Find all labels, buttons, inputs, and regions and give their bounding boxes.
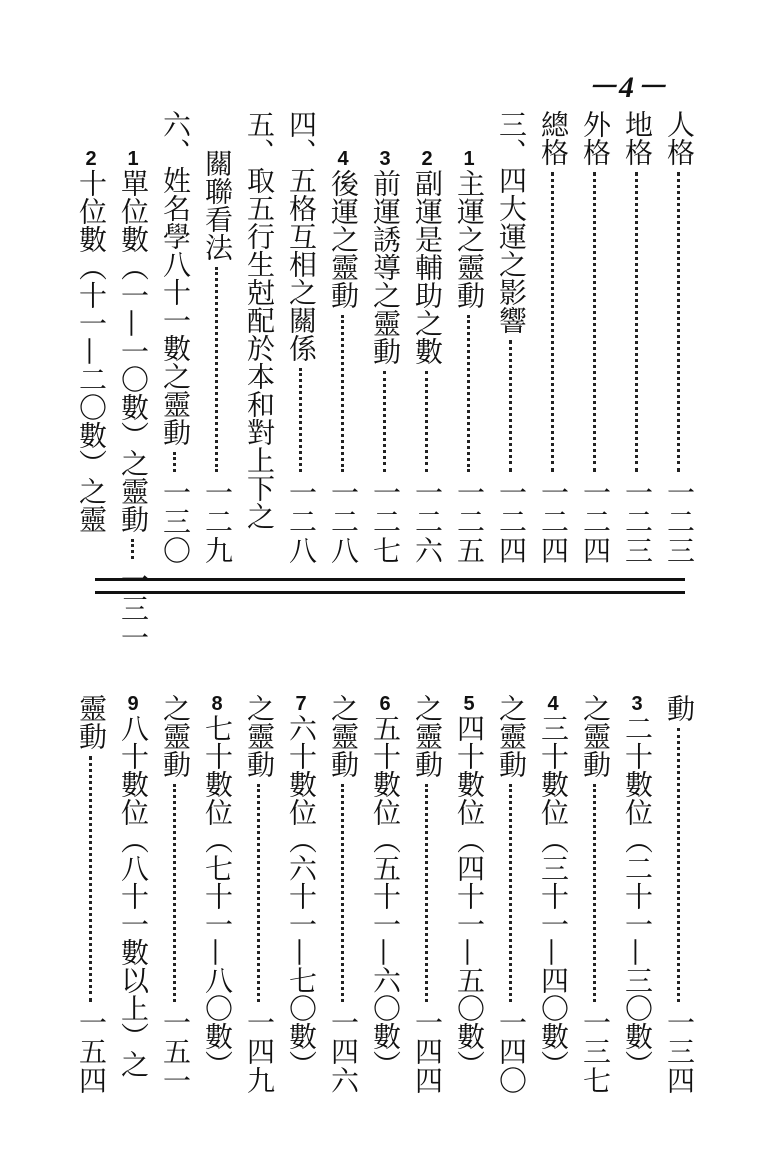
toc-entry-prefix: 2 [421, 149, 433, 170]
toc-entry-title: 外格 [579, 110, 612, 166]
toc-entry-prefix: 1 [463, 149, 475, 170]
toc-entry-prefix: 7 [295, 694, 307, 715]
dot-leader [131, 539, 134, 559]
toc-entry[interactable] [112, 655, 154, 1095]
toc-entry-page: 一四九 [243, 1008, 276, 1095]
toc-entry-title: 四大運之影響 [495, 166, 528, 334]
toc-entry-prefix: 4 [337, 149, 349, 170]
toc-entry[interactable] [490, 110, 532, 565]
dot-leader [383, 371, 386, 472]
toc-entry-title: 單位數（一—一〇數）之靈動 [117, 169, 150, 534]
dot-leader [509, 784, 512, 1002]
toc-entry-page: 一四四 [411, 1008, 444, 1095]
toc-entry-page: 一二七 [369, 478, 402, 565]
toc-entry-page: 一二三 [621, 478, 654, 565]
toc-entry-page: 一三七 [579, 1008, 612, 1095]
toc-entry[interactable] [532, 110, 574, 565]
dot-leader [257, 784, 260, 1002]
toc-entry-page: 一二六 [411, 478, 444, 565]
toc-entry-title: 關聯看法 [201, 149, 234, 262]
double-rule-divider [95, 578, 685, 594]
toc-entry-page: 一二四 [579, 478, 612, 565]
toc-entry[interactable] [448, 110, 490, 565]
toc-entry-title: 五十數位（五十一—六〇數） [369, 714, 402, 1079]
toc-entry-prefix: 五、 [243, 110, 276, 166]
dot-leader [173, 784, 176, 1002]
toc-entry-title: 姓名學八十一數之靈動 [159, 166, 192, 446]
toc-entry-title: 地格 [621, 110, 654, 166]
toc-entry-title: 副運是輔助之數 [411, 169, 444, 366]
toc-entry-title: 七十數位（七十一—八〇數） [201, 714, 234, 1079]
toc-entry-prefix: 四、 [285, 110, 318, 166]
toc-entry[interactable] [70, 655, 112, 1095]
toc-entry-page: 一二八 [327, 478, 360, 565]
toc-entry-prefix: 9 [127, 694, 139, 715]
toc-entry-page: 一二三 [663, 478, 696, 565]
toc-entry-page: 一二四 [537, 478, 570, 565]
toc-entry[interactable] [280, 110, 322, 565]
toc-entry[interactable] [364, 110, 406, 565]
toc-entry[interactable] [574, 655, 616, 1095]
toc-entry-title: 後運之靈動 [327, 169, 360, 310]
toc-entry-title: 三十數位（三十一—四〇數） [537, 714, 570, 1079]
toc-entry-page: 一五一 [159, 1008, 192, 1095]
dot-leader [677, 728, 680, 1002]
toc-entry[interactable] [448, 655, 490, 1095]
dot-leader [173, 452, 176, 472]
dot-leader [467, 315, 470, 472]
dot-leader [341, 784, 344, 1002]
toc-entry-page: 一二九 [201, 478, 234, 565]
toc-entry[interactable] [196, 655, 238, 1095]
toc-entry-title: 主運之靈動 [453, 169, 486, 310]
toc-entry-page: 一二四 [495, 478, 528, 565]
toc-entry[interactable] [238, 110, 280, 565]
toc-entry-page: 一五四 [75, 1008, 108, 1095]
toc-entry[interactable] [70, 110, 112, 565]
toc-entry-title: 之靈動 [411, 694, 444, 779]
toc-entry[interactable] [658, 110, 700, 565]
toc-entry-title: 前運誘導之靈動 [369, 169, 402, 366]
toc-entry-title: 之靈動 [159, 694, 192, 779]
toc-entry-title: 之靈動 [327, 694, 360, 779]
toc-entry-page: 一三四 [663, 1008, 696, 1095]
toc-entry-title: 取五行生尅配於本和對上下之 [243, 166, 276, 530]
toc-entry-title: 靈動 [75, 694, 108, 751]
dot-leader [425, 784, 428, 1002]
page-number: －4－ [587, 71, 668, 104]
toc-entry[interactable] [112, 110, 154, 653]
toc-entry[interactable] [154, 110, 196, 565]
toc-entry[interactable] [574, 110, 616, 565]
dot-leader [509, 340, 512, 472]
toc-entry-title: 之靈動 [579, 694, 612, 779]
toc-entry[interactable] [532, 655, 574, 1095]
toc-entry-prefix: 3 [379, 149, 391, 170]
dot-leader [425, 371, 428, 472]
toc-entry-title: 之靈動 [495, 694, 528, 779]
toc-entry[interactable] [364, 655, 406, 1095]
toc-entry-prefix: 4 [547, 694, 559, 715]
toc-entry[interactable] [322, 655, 364, 1095]
toc-entry[interactable] [196, 110, 238, 565]
toc-entry[interactable] [280, 655, 322, 1095]
dot-leader [341, 315, 344, 472]
toc-entry[interactable] [658, 655, 700, 1095]
dot-leader [89, 756, 92, 1002]
toc-entry[interactable] [154, 655, 196, 1095]
toc-entry[interactable] [616, 655, 658, 1095]
toc-entry-title: 之靈動 [243, 694, 276, 779]
dot-leader [551, 172, 554, 472]
toc-entry-page: 一三一 [117, 565, 150, 653]
toc-entry-title: 八十數位（八十一數以上）之 [117, 714, 150, 1079]
toc-top-section [75, 110, 700, 653]
toc-entry-title: 二十數位（二十一—三〇數） [621, 714, 654, 1079]
toc-bottom-section [75, 655, 700, 1095]
toc-entry[interactable] [490, 655, 532, 1095]
toc-entry-title: 動 [663, 694, 696, 723]
toc-entry-title: 十位數（十一—二〇數）之靈 [75, 169, 108, 534]
toc-entry-prefix: 1 [127, 149, 139, 170]
toc-entry-prefix: 5 [463, 694, 475, 715]
toc-entry-prefix: 3 [631, 694, 643, 715]
toc-entry-page: 一二八 [285, 478, 318, 565]
toc-entry-page: 一二五 [453, 478, 486, 565]
dot-leader [593, 784, 596, 1002]
dot-leader [299, 368, 302, 472]
dot-leader [593, 172, 596, 472]
toc-entry[interactable] [406, 110, 448, 565]
toc-entry-prefix: 6 [379, 694, 391, 715]
dot-leader [215, 267, 218, 472]
toc-entry-title: 人格 [663, 110, 696, 166]
dot-leader [635, 172, 638, 472]
toc-entry-title: 總格 [537, 110, 570, 166]
toc-entry-title: 六十數位（六十一—七〇數） [285, 714, 318, 1079]
toc-entry-title: 四十數位（四十一—五〇數） [453, 714, 486, 1079]
toc-entry[interactable] [238, 655, 280, 1095]
toc-entry[interactable] [406, 655, 448, 1095]
toc-entry[interactable] [616, 110, 658, 565]
toc-entry[interactable] [322, 110, 364, 565]
toc-entry-page: 一四〇 [495, 1008, 528, 1095]
toc-entry-prefix: 六、 [159, 110, 192, 166]
toc-entry-title: 五格互相之關係 [285, 166, 318, 362]
toc-entry-prefix: 8 [211, 694, 223, 715]
toc-entry-prefix: 2 [85, 149, 97, 170]
toc-entry-page: 一四六 [327, 1008, 360, 1095]
toc-entry-page: 一三〇 [159, 478, 192, 565]
toc-entry-prefix: 三、 [495, 110, 528, 166]
dot-leader [677, 172, 680, 472]
